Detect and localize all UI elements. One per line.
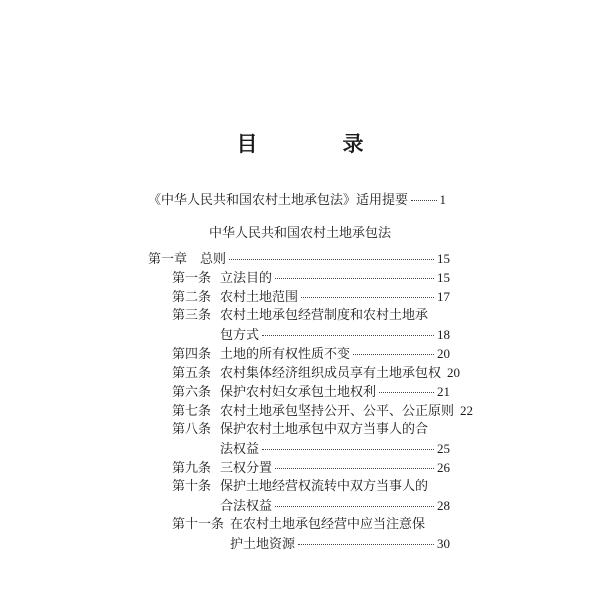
article-number: 第八条 [172,422,212,437]
article-title: 农村土地承包坚持公开、公平、公正原则 [220,404,455,419]
page-title: 目 录 [236,132,396,156]
law-heading: 中华人民共和国农村土地承包法 [208,226,391,241]
article-title: 土地的所有权性质不变 [220,347,351,362]
toc-article-row[interactable] [172,422,450,438]
article-page: 20 [447,365,461,380]
toc-article-row[interactable] [172,460,450,477]
article-title: 立法目的 [220,271,273,286]
toc-article-row[interactable] [172,365,461,382]
article-number: 第九条 [172,461,212,476]
dot-leader [262,335,434,336]
toc-article-cont-row[interactable] [220,441,450,458]
dot-leader [411,200,436,201]
dot-leader [298,544,434,545]
toc-article-row[interactable] [172,517,450,533]
article-title-cont: 包方式 [220,328,260,343]
article-page: 28 [437,498,450,513]
article-page: 26 [437,460,450,475]
article-number: 第三条 [172,308,212,323]
dot-leader [262,449,434,450]
toc-article-cont-row[interactable] [230,536,450,553]
article-title: 在农村土地承包经营中应当注意保 [230,517,426,532]
dot-leader [301,297,434,298]
toc-article-row[interactable] [172,479,450,495]
article-number: 第六条 [172,385,212,400]
article-title: 三权分置 [220,461,273,476]
article-page: 25 [437,441,450,456]
article-number: 第七条 [172,404,212,419]
article-title: 保护农村妇女承包土地权利 [220,385,377,400]
article-title: 农村土地承包经营制度和农村土地承 [220,308,429,323]
dot-leader [353,354,434,355]
toc-intro-label: 《中华人民共和国农村土地承包法》适用提要 [148,193,409,208]
article-title: 农村集体经济组织成员享有土地承包权 [220,366,442,381]
article-title-cont: 护土地资源 [230,537,296,552]
article-title-cont: 合法权益 [220,499,273,514]
article-page: 30 [437,536,450,551]
toc-article-row[interactable] [172,403,474,420]
dot-leader [229,259,434,260]
article-page: 22 [460,403,474,418]
toc-article-row[interactable] [172,270,450,287]
article-title-cont: 法权益 [220,442,260,457]
article-page: 17 [437,289,450,304]
article-page: 21 [437,384,450,399]
article-number: 第二条 [172,290,212,305]
toc-chapter-row[interactable] [148,251,450,268]
toc-intro-page: 1 [439,192,446,207]
dot-leader [379,392,434,393]
dot-leader [275,278,434,279]
article-page: 18 [437,327,450,342]
dot-leader [275,468,434,469]
article-number: 第四条 [172,347,212,362]
article-page: 20 [437,346,450,361]
toc-chapter-label: 第一章 总则 [148,252,227,267]
toc-article-cont-row[interactable] [220,498,450,515]
toc-chapter-page: 15 [437,251,450,266]
toc-article-row[interactable] [172,346,450,363]
toc-article-cont-row[interactable] [220,327,450,344]
article-number: 第十一条 [172,517,225,532]
article-number: 第五条 [172,366,212,381]
article-page: 15 [437,270,450,285]
toc-article-row[interactable] [172,289,450,306]
article-title: 保护农村土地承包中双方当事人的合 [220,422,429,437]
article-number: 第一条 [172,271,212,286]
dot-leader [275,506,434,507]
article-title: 农村土地范围 [220,290,299,305]
toc-intro-row[interactable] [148,192,446,209]
toc-article-row[interactable] [172,384,450,401]
toc-article-row[interactable] [172,308,450,324]
article-title: 保护土地经营权流转中双方当事人的 [220,479,429,494]
article-number: 第十条 [172,479,212,494]
